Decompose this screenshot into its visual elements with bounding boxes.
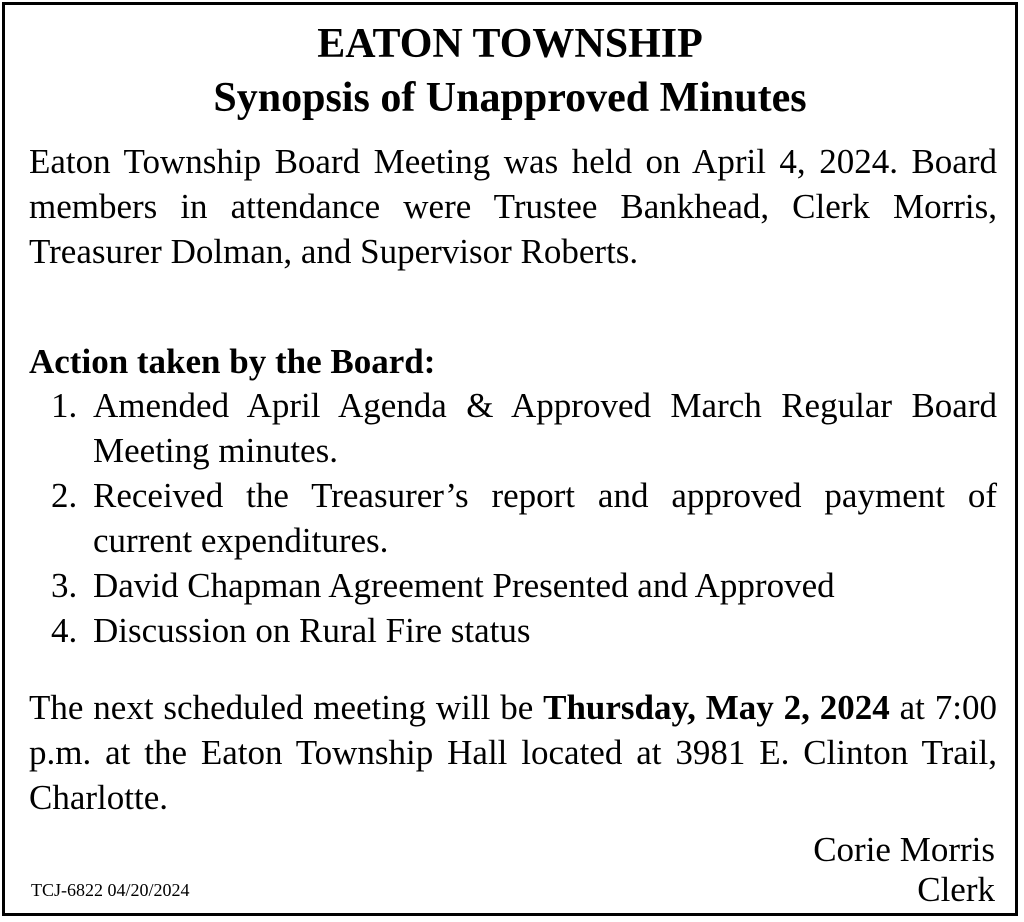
action-number: 2. bbox=[51, 476, 78, 515]
action-number: 3. bbox=[51, 566, 78, 605]
action-list bbox=[29, 383, 997, 653]
publication-reference: TCJ-6822 04/20/2024 bbox=[31, 880, 190, 900]
action-item bbox=[29, 383, 997, 473]
action-text: Discussion on Rural Fire status bbox=[93, 611, 531, 650]
notice-subtitle: Synopsis of Unapproved Minutes bbox=[213, 75, 807, 121]
next-meeting-paragraph bbox=[29, 685, 997, 820]
next-meeting-date: Thursday, May 2, 2024 bbox=[543, 688, 890, 727]
action-item bbox=[29, 608, 997, 653]
action-text: Received the Treasurer’s report and approved payment of current expenditures. bbox=[93, 476, 997, 560]
action-heading: Action taken by the Board: bbox=[29, 342, 436, 381]
signature-name: Corie Morris bbox=[813, 830, 995, 869]
action-item bbox=[29, 563, 997, 608]
intro-paragraph: Eaton Township Board Meeting was held on April 4, 2024. Board members in attendance were Trustee Bankhead, Clerk Morris, Treasurer Dolman, and Supervisor Roberts. bbox=[29, 142, 997, 271]
public-notice bbox=[2, 2, 1018, 916]
signature-title: Clerk bbox=[917, 870, 995, 909]
notice-title: EATON TOWNSHIP bbox=[317, 21, 703, 67]
next-meeting-details: at 7:00 p.m. at the Eaton Township Hall located at 3981 E. Clinton Trail, Charlotte. bbox=[29, 688, 998, 817]
next-meeting-lead: The next scheduled meeting will be bbox=[29, 688, 544, 727]
action-text: Amended April Agenda & Approved March Regular Board Meeting minutes. bbox=[93, 386, 997, 470]
action-number: 1. bbox=[51, 386, 78, 425]
action-text: David Chapman Agreement Presented and Approved bbox=[93, 566, 835, 605]
action-number: 4. bbox=[51, 611, 78, 650]
action-item bbox=[29, 473, 997, 563]
